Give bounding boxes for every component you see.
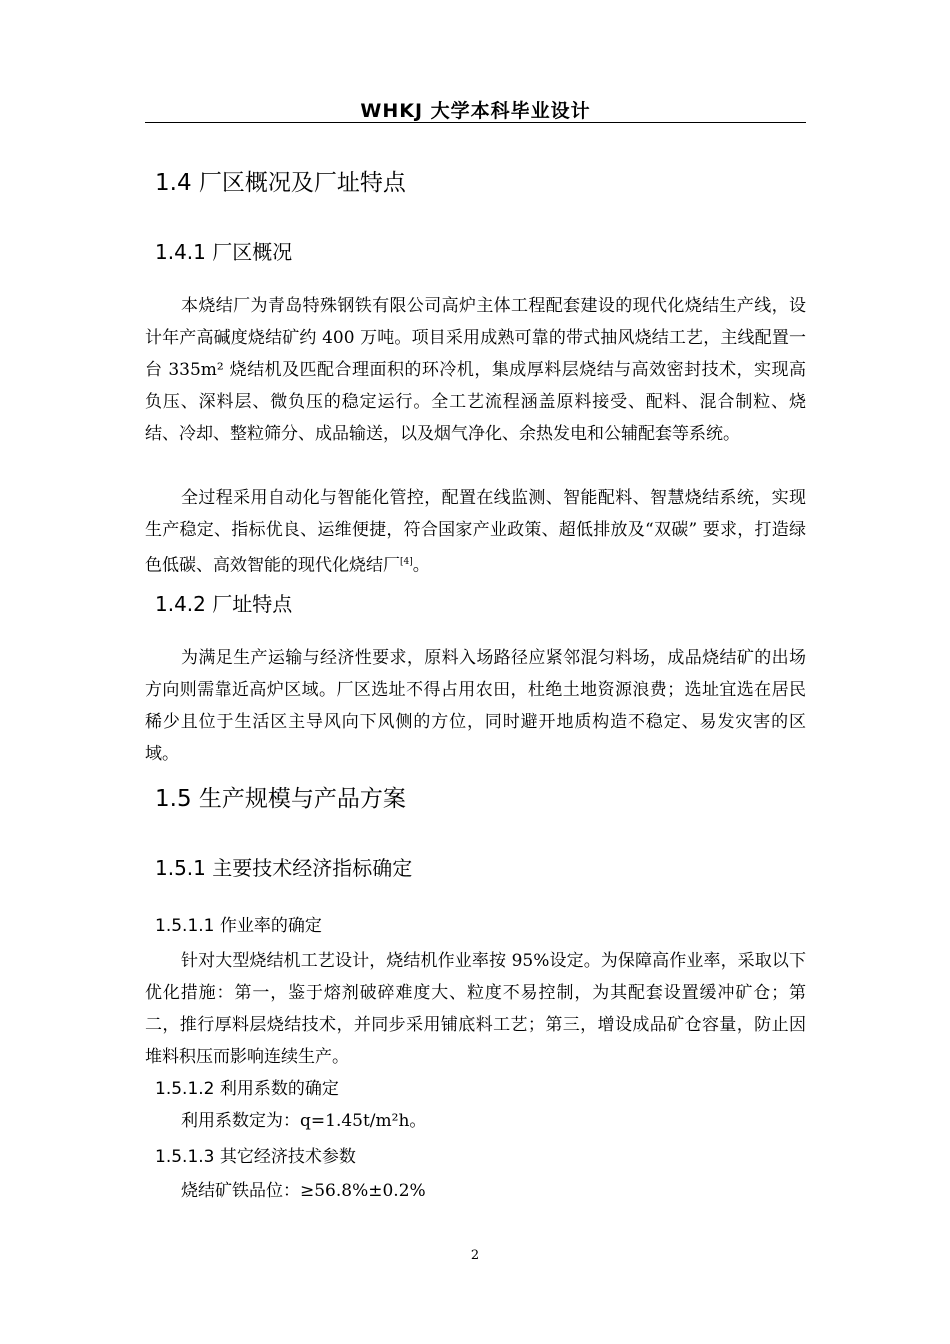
- paragraph-iron-grade: 烧结矿铁品位：≥56.8%±0.2%: [181, 1181, 426, 1201]
- section-1-5-1-3-heading: 1.5.1.3 其它经济技术参数: [155, 1147, 356, 1167]
- paragraph-utilization-coefficient: 利用系数定为：q=1.45t/m²h。: [181, 1111, 427, 1131]
- citation-ref: [4]: [400, 557, 413, 567]
- paragraph-automation-end: 。: [412, 555, 430, 576]
- paragraph-site-features: 为满足生产运输与经济性要求，原料入场路径应紧邻混匀料场，成品烧结矿的出场方向则需靠近高炉区域。厂区选址不得占用农田，杜绝土地资源浪费；选址宜选在居民稀少且位于生活区主导风向下风侧的方位，同时避开地质构造不稳定、易发灾害的区域。: [145, 648, 806, 764]
- section-1-5-heading: 1.5 生产规模与产品方案: [155, 786, 406, 812]
- section-1-5-1-2-heading: 1.5.1.2 利用系数的确定: [155, 1079, 339, 1099]
- paragraph-automation-text: 全过程采用自动化与智能化管控，配置在线监测、智能配料、智慧烧结系统，实现生产稳定、指标优良、运维便捷，符合国家产业政策、超低排放及“双碳” 要求，打造绿色低碳、高效智能的现代化烧结厂: [145, 488, 806, 576]
- section-1-5-1-heading: 1.5.1 主要技术经济指标确定: [155, 856, 413, 880]
- section-1-4-2-heading: 1.4.2 厂址特点: [155, 592, 293, 616]
- section-1-5-1-1-heading: 1.5.1.1 作业率的确定: [155, 916, 322, 936]
- paragraph-automation: [145, 482, 806, 582]
- paragraph-operation-rate: 针对大型烧结机工艺设计，烧结机作业率按 95%设定。为保障高作业率，采取以下优化措施：第一，鉴于熔剂破碎难度大、粒度不易控制，为其配套设置缓冲矿仓；第二，推行厚料层烧结技术，并同步采用铺底料工艺；第三，增设成品矿仓容量，防止因堆料积压而影响连续生产。: [145, 951, 806, 1067]
- paragraph-plant-overview: 本烧结厂为青岛特殊钢铁有限公司高炉主体工程配套建设的现代化烧结生产线，设计年产高碱度烧结矿约 400 万吨。项目采用成熟可靠的带式抽风烧结工艺，主线配置一台 335m² 烧结机及匹配合理面积的环冷机，集成厚料层烧结与高效密封技术，实现高负压、深料层、微负压的稳定运行。全工艺流程涵盖原料接受、配料、混合制粒、烧结、冷却、整粒筛分、成品输送，以及烟气净化、余热发电和公辅配套等系统。: [145, 296, 806, 444]
- section-1-4-1-heading: 1.4.1 厂区概况: [155, 240, 293, 264]
- section-1-4-heading: 1.4 厂区概况及厂址特点: [155, 170, 406, 196]
- page-number: 2: [470, 1248, 480, 1263]
- page-header: WHKJ 大学本科毕业设计: [145, 96, 806, 123]
